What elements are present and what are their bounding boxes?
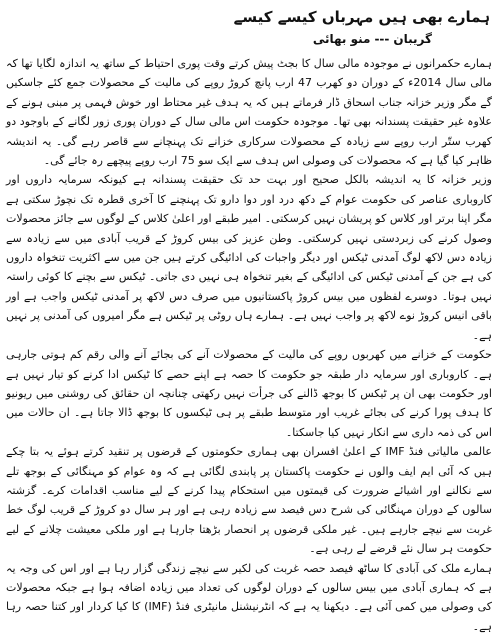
article-headline: ہمارے بھی ہیں مہرباں کیسے کیسے: [233, 8, 490, 26]
article-paragraph: وزیر خزانہ کا یہ اندیشہ بالکل صحیح اور بہت حد تک حقیقت پسندانہ ہے کیونکہ سرمایہ داروں اور کاروباری عناصر کی حکومت عوام کے دکھ درد اور دوا دارو تک پہنچنے کا آخری قطرہ تک نچوڑ سکتی ہے مگر اپنا برتر اور کلاس کو پریشان نہیں کرسکتی۔ امیر طبقے اور اعلیٰ کلاس کے لوگوں سے جائز محصولات وصول کرنے کی زبردستی نہیں کرسکتی۔ وطن عزیز کی بیس کروڑ کے قریب آبادی میں سے زیادہ سے زیادہ دس لاکھ لوگ آمدنی ٹیکس اور دیگر واجبات کی ادائیگی کرتے ہیں جن میں سے اکثریت تنخواہ داروں کی ہے جن کے آمدنی ٹیکس کی ادائیگی کے بغیر تنخواہ ہی نہیں دی جاتی۔ ٹیکس سے بچنے کا کوئی راستہ نہیں ہوتا۔ دوسرے لفظوں میں بیس کروڑ پاکستانیوں میں صرف دس لاکھ پر آمدنی ٹیکس واجب ہے اور باقی انیس کروڑ نوے لاکھ پر واجب نہیں ہے۔ ہمارے ہاں روٹی پر ٹیکس ہے مگر امیروں کی آمدنی پر نہیں ہے۔: [6, 173, 492, 342]
byline-separator: ---: [374, 32, 390, 46]
byline-columnist: منو بھائی: [312, 32, 371, 46]
article-paragraph: ہمارے ملک کی آبادی کا ساٹھ فیصد حصہ غربت کی لکیر سے نیچے زندگی گزار رہا ہے اور اس کی وجہ یہ ہے کہ ہماری آبادی میں بیس سالوں کے دوران لوگوں کی تعداد میں زیادہ اضافہ ہوا ہے جبکہ محصولات کی وصولی میں کمی آئی ہے۔ دیکھنا یہ ہے کہ انٹرنیشنل مانیٹری فنڈ (IMF) کا کیا کردار اور کتنا حصہ رہا ہے۔: [6, 561, 492, 633]
article-body: [6, 54, 492, 636]
article-paragraph: ہمارے حکمرانوں نے موجودہ مالی سال کا بجٹ پیش کرتے وقت پوری احتیاط کے ساتھ یہ اندازہ لگایا تھا کہ مالی سال 2014ء کے دوران دو کھرب 47 ارب پانچ کروڑ روپے کی مالیت کے محصولات جمع کئے جاسکیں گے مگر وزیر خزانہ جناب اسحاق ڈار فرماتے ہیں کہ یہ ہدف غیر محتاط اور خوش فہمی پر مبنی ہونے کے علاوہ غیر حقیقت پسندانہ بھی تھا۔ موجودہ حکومت اس مالی سال کے دوران پوری زور لگانے کے باوجود دو کھرب ستّر ارب روپے سے زیادہ کے محصولات سرکاری خزانے تک پہنچانے سے قاصر رہے گی۔ یہ اندیشہ ظاہر کیا گیا ہے کہ محصولات کی وصولی اس ہدف سے ایک سو 75 ارب روپے پیچھے رہ جائے گی۔: [6, 57, 493, 168]
article-paragraph: عالمی مالیاتی فنڈ IMF کے اعلیٰ افسران بھی ہماری حکومتوں کے قرضوں پر تنقید کرتے ہوئے یہ بتا چکے ہیں کہ آئی ایم ایف والوں نے حکومت پاکستان پر پابندی لگائی ہے کہ وہ عوام کو مہنگائی کے بوجھ تلے سے نکالنے اور اشیائے ضرورت کی قیمتوں میں استحکام پیدا کرنے کے لیے مناسب اقدامات کرے۔ گزشتہ سالوں کے دوران مہنگائی کی شرح دس فیصد سے زیادہ رہی ہے اور ہر سال دو کروڑ کے قریب لوگ خط غربت سے نیچے جارہے ہیں۔ غیر ملکی قرضوں پر انحصار بڑھتا جارہا ہے اور ملکی معیشت چلانے کے لیے حکومت ہر سال نئے قرضے لے رہی ہے۔: [6, 445, 492, 556]
article-paragraph: حکومت کے خزانے میں کھربوں روپے کی مالیت کے محصولات آنے کی بجائے آنے والی رقم کم ہوتی جارہی ہے۔ کاروباری اور سرمایہ دار طبقہ جو حکومت کا حصہ ہے اپنے حصے کا ٹیکس ادا کرنے کو تیار نہیں ہے اور حکومت بھی ان پر ٹیکس کا بوجھ ڈالنے کی جرأت نہیں رکھتی چنانچہ ان حقائق کی روشنی میں ریونیو کا ہدف پورا کرنے کی بجائے غریب اور متوسط طبقے پر ہی ٹیکسوں کا بوجھ ڈالا جاتا ہے۔ ان حالات میں اس کی ذمہ داری سے انکار نہیں کیا جاسکتا۔: [6, 348, 492, 439]
article-byline: [6, 30, 492, 48]
byline-author: گریبان: [393, 32, 432, 46]
